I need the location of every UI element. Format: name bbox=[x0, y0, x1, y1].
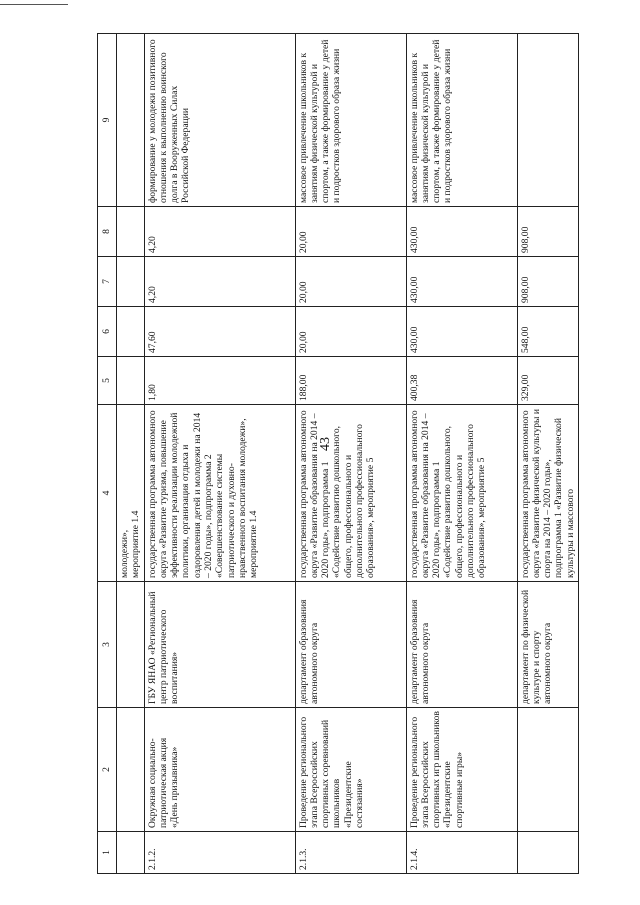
table-row bbox=[295, 34, 406, 874]
header-cell: 6 bbox=[98, 307, 117, 357]
rotated-table-wrapper bbox=[97, 34, 576, 874]
value-cell-6: 20,00 bbox=[295, 307, 406, 357]
result-cell: формирование у молодежи позитивного отношения к выполнению воинского долга в Вооруженных Силах Российской Федерации bbox=[144, 34, 295, 207]
value-cell-7 bbox=[117, 257, 145, 307]
result-cell bbox=[517, 34, 578, 207]
value-cell-8: 20,00 bbox=[295, 207, 406, 257]
program-cell: государственная программа автономного округа «Развитие физической культуры и спорта на 2014 – 2020 годы», подпрограмма 1 «Развитие физической культуры и массового bbox=[517, 405, 578, 582]
header-cell: 3 bbox=[98, 582, 117, 708]
event-cell: Проведение регионального этапа Всероссийских спортивных игр школьников «Президентские спортивные игры» bbox=[406, 708, 517, 832]
header-row bbox=[98, 34, 117, 874]
value-cell-8: 430,00 bbox=[406, 207, 517, 257]
table-row bbox=[117, 34, 145, 874]
table-row bbox=[517, 34, 578, 874]
event-cell bbox=[517, 708, 578, 832]
value-cell-8 bbox=[117, 207, 145, 257]
program-cell: государственная программа автономного округа «Развитие туризма, повышение эффективности реализации молодежной политики, организация отдыха и оздоровления детей и молодежи на 2014 – 2020 годы», подпрограмма 2 «Совершенствование системы патриотического и духовно-нравственного воспитания молодежи», мероприятие 1.4 bbox=[144, 405, 295, 582]
value-cell-5: 329,00 bbox=[517, 357, 578, 405]
header-cell: 2 bbox=[98, 708, 117, 832]
program-text: молодежи», мероприятие 1.4 bbox=[119, 510, 142, 578]
page-number: 43 bbox=[318, 437, 333, 451]
value-cell-5 bbox=[117, 357, 145, 405]
header-cell: 9 bbox=[98, 34, 117, 207]
header-cell: 4 bbox=[98, 405, 117, 582]
event-cell bbox=[117, 708, 145, 832]
header-cell: 1 bbox=[98, 832, 117, 874]
row-number-cell: 2.1.4. bbox=[406, 832, 517, 874]
value-cell-6: 47,60 bbox=[144, 307, 295, 357]
result-cell bbox=[117, 34, 145, 207]
value-cell-6: 548,00 bbox=[517, 307, 578, 357]
row-number-cell bbox=[517, 832, 578, 874]
value-cell-6: 430,00 bbox=[406, 307, 517, 357]
value-cell-8: 908,00 bbox=[517, 207, 578, 257]
program-table bbox=[97, 33, 579, 874]
scan-edge-line bbox=[0, 4, 68, 5]
value-cell-7: 430,00 bbox=[406, 257, 517, 307]
row-number-cell: 2.1.3. bbox=[295, 832, 406, 874]
rotated-table-frame bbox=[97, 34, 576, 874]
executor-cell: ГБУ ЯНАО «Региональный центр патриотического воспитания» bbox=[144, 582, 295, 708]
row-number-cell: 2.1.2. bbox=[144, 832, 295, 874]
program-cell: государственная программа автономного округа «Развитие образования на 2014 – 2020 годы», подпрограмма 1 «Содействие развитию дошкольного, общего, профессионального и дополнительного профессионального образования», мероприятие 5 bbox=[406, 405, 517, 582]
executor-cell: департамент по физической культуре и спорту автономного округа bbox=[517, 582, 578, 708]
value-cell-5: 400,38 bbox=[406, 357, 517, 405]
executor-cell: департамент образования автономного округа bbox=[295, 582, 406, 708]
value-cell-6 bbox=[117, 307, 145, 357]
header-cell: 8 bbox=[98, 207, 117, 257]
value-cell-7: 4,20 bbox=[144, 257, 295, 307]
event-cell: Проведение регионального этапа Всероссийских спортивных соревнований школьников «Президентские состязания» bbox=[295, 708, 406, 832]
value-cell-7: 908,00 bbox=[517, 257, 578, 307]
header-cell: 5 bbox=[98, 357, 117, 405]
header-cell: 7 bbox=[98, 257, 117, 307]
table-row bbox=[144, 34, 295, 874]
program-cell bbox=[117, 405, 145, 582]
value-cell-5: 188,00 bbox=[295, 357, 406, 405]
row-number-cell bbox=[117, 832, 145, 874]
program-cell: государственная программа автономного округа «Развитие образования на 2014 – 2020 годы», подпрограмма 1 «Содействие развитию дошкольного, общего, профессионального и дополнительного профессионального образования», мероприятие 5 bbox=[295, 405, 406, 582]
table-row bbox=[406, 34, 517, 874]
value-cell-8: 4,20 bbox=[144, 207, 295, 257]
event-cell: Окружная социально-патриотическая акция «День призывника» bbox=[144, 708, 295, 832]
result-cell: массовое привлечение школьников к занятиям физической культурой и спортом, а также формирование у детей и подростков здорового образа жизни bbox=[406, 34, 517, 207]
result-cell: массовое привлечение школьников к занятиям физической культурой и спортом, а также формирование у детей и подростков здорового образа жизни bbox=[295, 34, 406, 207]
value-cell-5: 1,80 bbox=[144, 357, 295, 405]
executor-cell: департамент образования автономного округа bbox=[406, 582, 517, 708]
executor-cell bbox=[117, 582, 145, 708]
value-cell-7: 20,00 bbox=[295, 257, 406, 307]
